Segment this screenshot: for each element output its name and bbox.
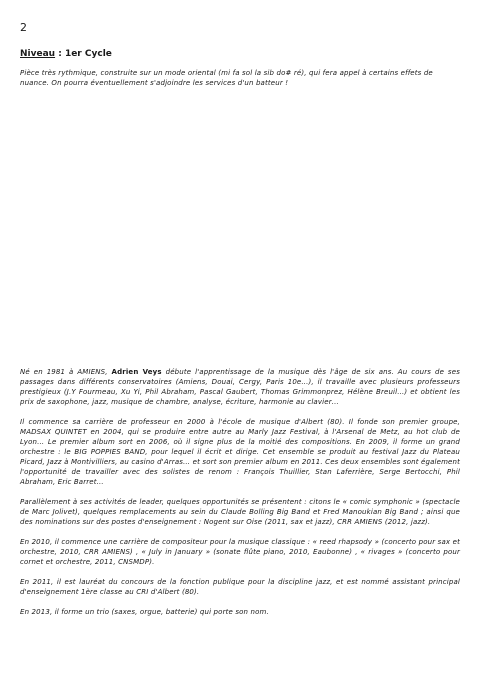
bio-paragraph-6: En 2013, il forme un trio (saxes, orgue, batterie) qui porte son nom. [20, 608, 269, 616]
level-value: : 1er Cycle [55, 49, 112, 59]
level-label: Niveau [20, 49, 56, 59]
page-number: 2 [20, 21, 27, 34]
bio-paragraph-3: Parallèlement à ses activités de leader, quelques opportunités se présentent : citons le « comic symphonic » (spectacle de Marc Jolivet), quelques remplacements au sein du Claude Bolling Big Band et Fred Manoukian Big Band ; ainsi que des nominations sur des postes d'enseignement : Nogent sur Oise (2011, sax et jazz), CRR AMIENS (2012, jazz). [20, 498, 460, 526]
composer-name: Adrien Veys [111, 368, 162, 376]
level-heading [20, 49, 112, 59]
bio-paragraph-1 [20, 367, 460, 407]
bio-paragraph-5: En 2011, il est lauréat du concours de la fonction publique pour la discipline jazz, et est nommé assistant principal d'enseignement 1ère classe au CRI d'Albert (80). [20, 578, 460, 596]
bio-paragraph-4: En 2010, il commence une carrière de compositeur pour la musique classique : « reed rhapsody » (concerto pour sax et orchestre, 2010, CRR AMIENS) , « July in January » (sonate flûte piano, 2010, Eaubonne) , « rivages » (concerto pour cornet et orchestre, 2011, CNSMDP). [20, 538, 460, 566]
bio-p1-rest: débute l'apprentissage de la musique dès l'âge de six ans. Au cours de ses passages dans différents conservatoires (Amiens, Douai, Cergy, Paris 10e…), il travaille avec plusieurs professeurs prestigieux (J.Y Fourmeau, Xu Yi, Phil Abraham, Pascal Gaubert, Thomas Grimmonprez, Hélène Breuil…) et obtient les prix de saxophone, jazz, musique de chambre, analyse, écriture, harmonie au clavier… [20, 368, 460, 406]
bio-paragraph-2: Il commence sa carrière de professeur en 2000 à l'école de musique d'Albert (80). Il fonde son premier groupe, MADSAX QUINTET en 2004, qui se produire entre autre au Marly Jazz Festival, à l'Arsenal de Metz, au hot club de Lyon… Le premier album sort en 2006, où il signe plus de la moitié des compositions. En 2009, il forme un grand orchestre : le BIG POPPIES BAND, pour lequel il écrit et dirige. Cet ensemble se produit au festival Jazz du Plateau Picard, Jazz à Montivilliers, au casino d'Arras… et sort son premier album en 2011. Ces deux ensembles sont également l'opportunité de travailler avec des solistes de renom : François Thuillier, Stan Laferrière, Serge Bertocchi, Phil Abraham, Eric Barret… [20, 418, 460, 486]
composer-biography [20, 367, 460, 627]
piece-description: Pièce très rythmique, construite sur un mode oriental (mi fa sol la sib do# ré), qui fera appel à certains effets de nuance. On pourra éventuellement s'adjoindre les services d'un batteur ! [20, 69, 433, 87]
bio-p1-intro: Né en 1981 à AMIENS, [20, 368, 112, 376]
